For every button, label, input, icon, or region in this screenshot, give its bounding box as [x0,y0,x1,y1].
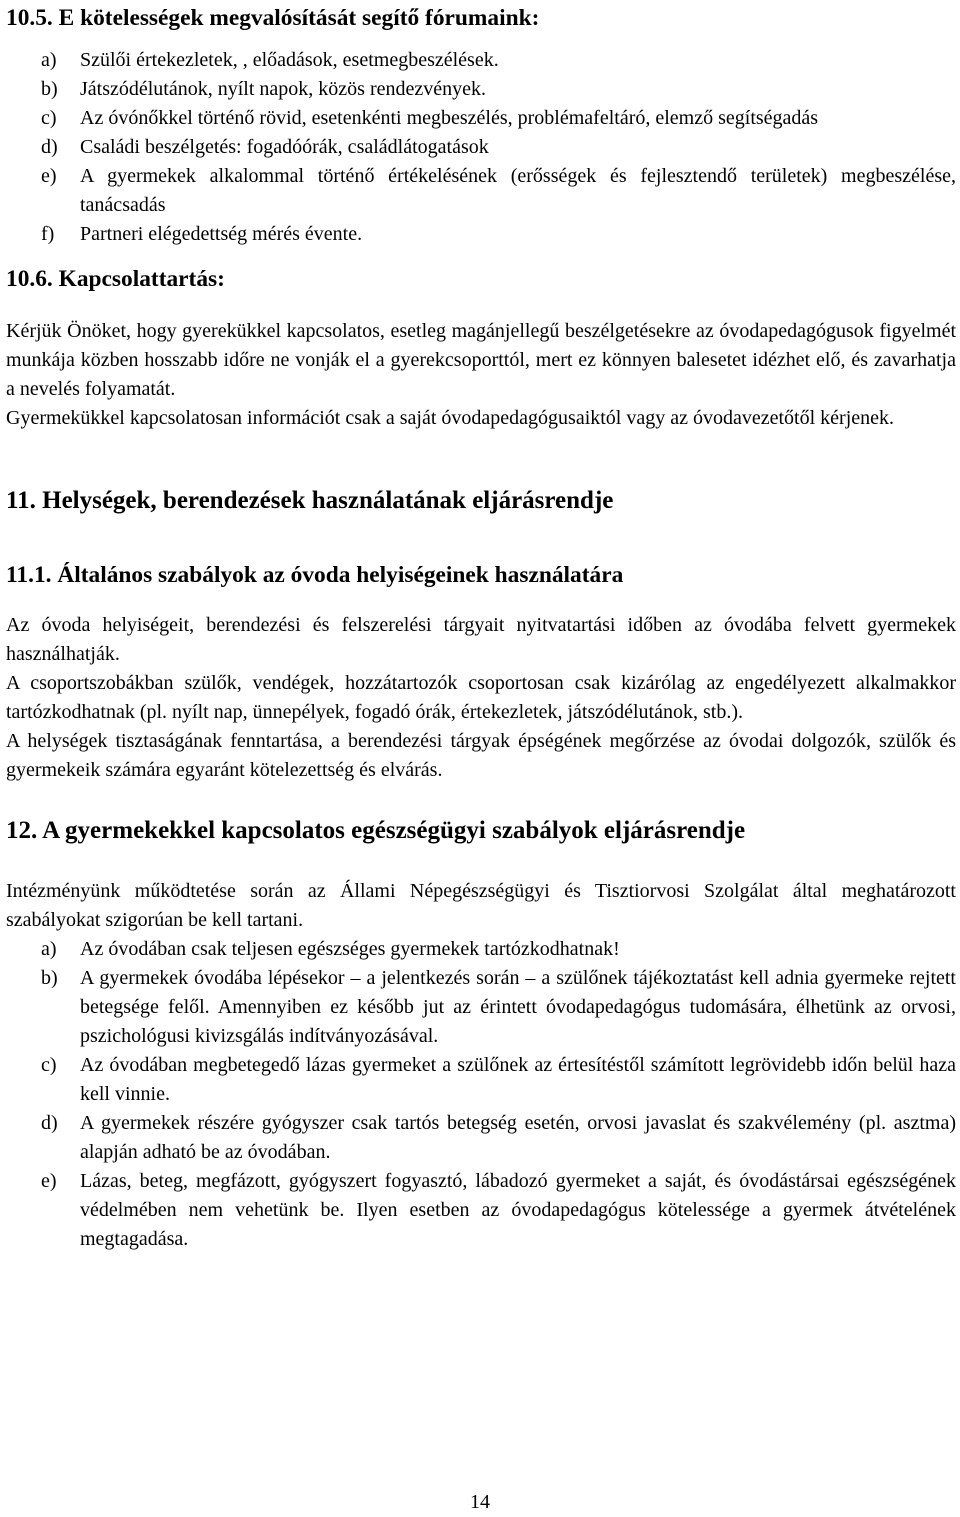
list-marker: b) [41,967,58,989]
section-heading: 10.6. Kapcsolattartás: [6,266,225,292]
section-heading: 11.1. Általános szabályok az óvoda helyiségeinek használatára [6,562,624,588]
list-item-text: Az óvodában megbetegedő lázas gyermeket a szülőnek az értesítéstől számított legrövidebb időn belül haza kell vinnie. [80,1054,956,1105]
forum-list [6,46,956,249]
list-item [6,1051,956,1109]
list-item-text: Szülői értekezletek, , előadások, esetmegbeszélések. [80,49,499,71]
list-item [6,220,956,249]
list-item-text: Partneri elégedettség mérés évente. [80,223,363,245]
paragraph: Kérjük Önöket, hogy gyerekükkel kapcsolatos, esetleg magánjellegű beszélgetésekre az óvodapedagógusok figyelmét munkája közben hosszabb időre ne vonják el a gyerekcsoporttól, mert ez könnyen balesetet idézhet elő, és zavarhatja a nevelés folyamatát. [6,320,956,400]
page-number: 14 [470,1491,490,1513]
list-marker: f) [41,223,55,245]
list-item [6,964,956,1051]
list-item [6,75,956,104]
section-heading: 10.5. E kötelességek megvalósítását segítő fórumaink: [6,5,540,31]
list-marker: a) [41,49,57,71]
list-item-text: A gyermekek óvodába lépésekor – a jelentkezés során – a szülőnek tájékoztatást kell adnia gyermeke rejtett betegsége felől. Amennyiben ez később jut az érintett óvodapedagógus tudomására, élhetünk az orvosi, pszichológusi kivizsgálás indítványozásával. [80,967,956,1047]
list-item-text: A gyermekek részére gyógyszer csak tartós betegség esetén, orvosi javaslat és szakvélemény (pl. asztma) alapján adható be az óvodában. [80,1112,956,1163]
list-item [6,133,956,162]
health-rules-list [6,935,956,1254]
list-item-text: A gyermekek alkalommal történő értékelésének (erősségek és fejlesztendő területek) megbeszélése, tanácsadás [80,165,956,216]
paragraph: Az óvoda helyiségeit, berendezési és felszerelési tárgyait nyitvatartási időben az óvodába felvett gyermekek használhatják. [6,614,956,665]
document-page [6,0,956,1254]
list-item [6,46,956,75]
list-marker: e) [41,165,57,187]
list-item [6,1109,956,1167]
list-item-text: Lázas, beteg, megfázott, gyógyszert fogyasztó, lábadozó gyermeket a saját, és óvodástársai egészségének védelmében nem vehetünk be. Ilyen esetben az óvodapedagógus kötelessége a gyermek átvételének megtagadása. [80,1170,956,1250]
list-item [6,935,956,964]
list-item-text: Játszódélutánok, nyílt napok, közös rendezvények. [80,78,486,100]
list-item [6,1167,956,1254]
list-item [6,104,956,133]
list-marker: b) [41,78,58,100]
list-item-text: Családi beszélgetés: fogadóórák, családlátogatások [80,136,489,158]
paragraph: Intézményünk működtetése során az Állami Népegészségügyi és Tisztiorvosi Szolgálat által meghatározott szabályokat szigorúan be kell tartani. [6,880,956,931]
section-12 [6,815,956,1254]
list-item-text: Az óvónőkkel történő rövid, esetenkénti megbeszélés, problémafeltáró, elemző segítségadás [80,107,819,129]
section-10-6 [6,265,956,433]
paragraph: A csoportszobákban szülők, vendégek, hozzátartozók csoportosan csak kizárólag az engedélyezett alkalmakkor tartózkodhatnak (pl. nyílt nap, ünnepélyek, fogadó órák, értekezletek, játszódélutánok, stb.). [6,672,956,723]
list-item [6,162,956,220]
list-marker: e) [41,1170,57,1192]
paragraph: Gyermekükkel kapcsolatosan információt csak a saját óvodapedagógusaiktól vagy az óvodavezetőtől kérjenek. [6,407,895,429]
list-marker: c) [41,107,57,129]
list-marker: c) [41,1054,57,1076]
list-marker: a) [41,938,57,960]
list-item-text: Az óvodában csak teljesen egészséges gyermekek tartózkodhatnak! [80,938,620,960]
list-marker: d) [41,1112,58,1134]
paragraph: A helységek tisztaságának fenntartása, a berendezési tárgyak épségének megőrzése az óvodai dolgozók, szülők és gyermekeik számára egyaránt kötelezettség és elvárás. [6,730,956,781]
list-marker: d) [41,136,58,158]
chapter-heading: 12. A gyermekekkel kapcsolatos egészségügyi szabályok eljárásrendje [6,817,746,844]
section-11-1 [6,561,956,785]
chapter-heading: 11. Helységek, berendezések használatának eljárásrendje [6,487,614,514]
section-10-5 [6,4,956,249]
